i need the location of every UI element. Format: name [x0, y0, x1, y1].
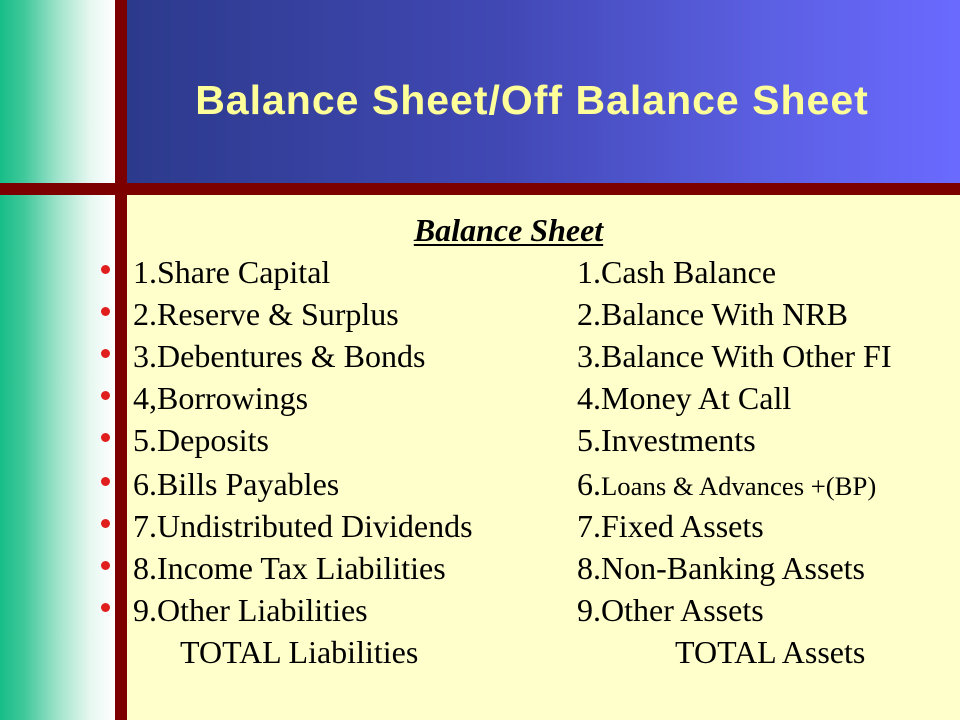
balance-sheet-row: [0, 336, 960, 376]
balance-sheet-row: [0, 378, 960, 418]
bullet-icon: [101, 519, 110, 528]
bullet-icon: [101, 307, 110, 316]
balance-sheet-row: [0, 420, 960, 460]
asset-item: 5.Investments: [577, 422, 756, 458]
balance-sheet-row: [0, 464, 960, 504]
slide-title: Balance Sheet/Off Balance Sheet: [195, 77, 869, 123]
asset-item: [577, 464, 876, 506]
bullet-icon: [101, 433, 110, 442]
liability-item: 4,Borrowings: [133, 380, 309, 416]
bullet-icon: [101, 265, 110, 274]
liability-item: 1.Share Capital: [133, 254, 331, 290]
asset-item: 2.Balance With NRB: [577, 296, 848, 332]
liability-item: 5.Deposits: [133, 422, 269, 458]
liability-item: 9.Other Liabilities: [133, 592, 368, 628]
asset-label: Loans & Advances +(BP): [601, 471, 877, 501]
liability-item: 8.Income Tax Liabilities: [133, 550, 446, 586]
asset-item: 7.Fixed Assets: [577, 508, 764, 544]
balance-sheet-row: [0, 252, 960, 292]
balance-sheet-row: [0, 506, 960, 546]
asset-item: 9.Other Assets: [577, 592, 764, 628]
liability-item: 7.Undistributed Dividends: [133, 508, 473, 544]
bullet-icon: [101, 603, 110, 612]
liability-item: 2.Reserve & Surplus: [133, 296, 399, 332]
totals-row: [0, 632, 960, 672]
asset-item: 4.Money At Call: [577, 380, 792, 416]
balance-sheet-row: [0, 294, 960, 334]
bullet-icon: [101, 477, 110, 486]
horizontal-divider: [0, 183, 960, 195]
bullet-icon: [101, 349, 110, 358]
liability-item: 3.Debentures & Bonds: [133, 338, 426, 374]
balance-sheet-row: [0, 548, 960, 588]
asset-item: 1.Cash Balance: [577, 254, 777, 290]
total-liabilities: TOTAL Liabilities: [180, 634, 419, 670]
balance-sheet-heading: Balance Sheet: [413, 212, 604, 248]
total-assets: TOTAL Assets: [675, 634, 866, 670]
asset-item: 8.Non-Banking Assets: [577, 550, 865, 586]
liability-item: 6.Bills Payables: [133, 466, 340, 502]
bullet-icon: [101, 561, 110, 570]
balance-sheet-row: [0, 590, 960, 630]
bullet-icon: [101, 391, 110, 400]
asset-number: 6.: [577, 466, 601, 502]
asset-item: 3.Balance With Other FI: [577, 338, 892, 374]
